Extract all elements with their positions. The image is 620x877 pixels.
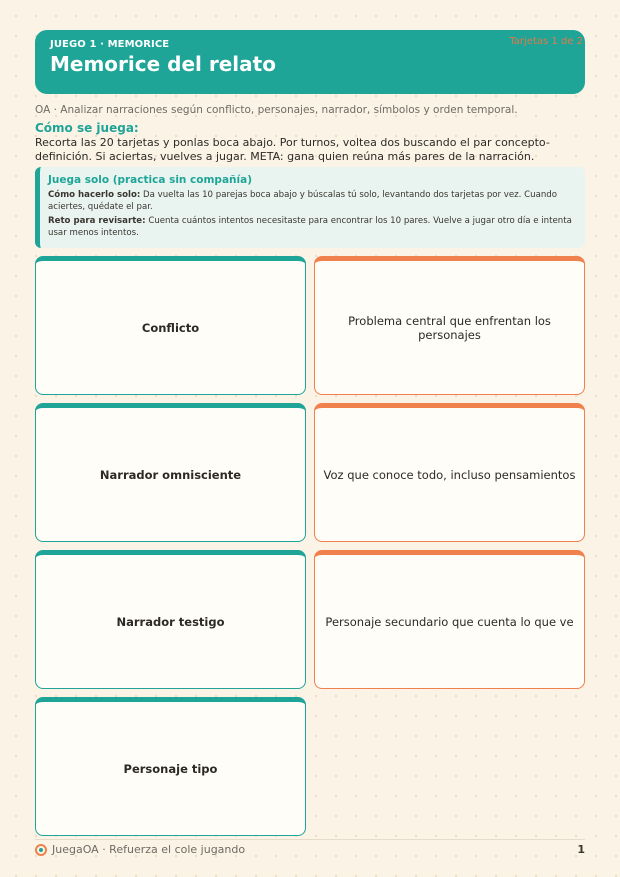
solo-how-label: Cómo hacerlo solo: <box>48 190 141 200</box>
learning-objective: OA · Analizar narraciones según conflicto, personajes, narrador, símbolos y orden temporal. <box>35 104 518 116</box>
page-label: Tarjetas 1 de 2 <box>509 36 583 47</box>
card-concept[interactable] <box>35 550 306 689</box>
card-definition[interactable] <box>314 256 585 395</box>
card-concept[interactable] <box>35 403 306 542</box>
footer <box>35 843 245 856</box>
card-definition[interactable] <box>314 403 585 542</box>
card-text: Voz que conoce todo, incluso pensamientos <box>323 467 576 482</box>
brand-logo-icon <box>35 844 47 856</box>
page-title: Memorice del relato <box>50 52 276 76</box>
footer-brand: JuegaOA · Refuerza el cole jugando <box>52 843 246 856</box>
solo-challenge-label: Reto para revisarte: <box>48 216 146 226</box>
card-text: Conflicto <box>141 320 200 335</box>
solo-how-text: Da vuelta las 10 parejas boca abajo y búscalas tú solo, levantando dos tarjetas por vez. Cuando aciertes, quédate el par. <box>48 190 558 212</box>
page-number: 1 <box>577 843 585 856</box>
card-text: Narrador testigo <box>116 614 225 629</box>
card-text: Narrador omnisciente <box>99 467 242 482</box>
solo-play-box <box>35 167 585 248</box>
game-kicker: JUEGO 1 · MEMORICE <box>50 39 170 50</box>
page-header <box>35 30 585 94</box>
solo-challenge-text: Cuenta cuántos intentos necesitaste para encontrar los 10 pares. Vuelve a jugar otro día e intenta usar menos intentos. <box>48 216 572 238</box>
card-concept[interactable] <box>35 256 306 395</box>
card-text: Problema central que enfrentan los personajes <box>348 313 551 342</box>
card-text: Personaje secundario que cuenta lo que ve <box>325 614 574 629</box>
card-text: Personaje tipo <box>123 761 218 776</box>
solo-how <box>48 189 575 213</box>
solo-title: Juega solo (practica sin compañía) <box>48 174 252 186</box>
rules-text: Recorta las 20 tarjetas y ponlas boca abajo. Por turnos, voltea dos buscando el par concepto-definición. Si aciertas, vuelves a jugar. META: gana quien reúna más pares de la narración. <box>35 136 550 163</box>
how-to-heading: Cómo se juega: <box>35 121 139 135</box>
footer-divider <box>35 839 585 840</box>
solo-challenge <box>48 215 575 239</box>
card-concept[interactable] <box>35 697 306 836</box>
card-definition[interactable] <box>314 550 585 689</box>
